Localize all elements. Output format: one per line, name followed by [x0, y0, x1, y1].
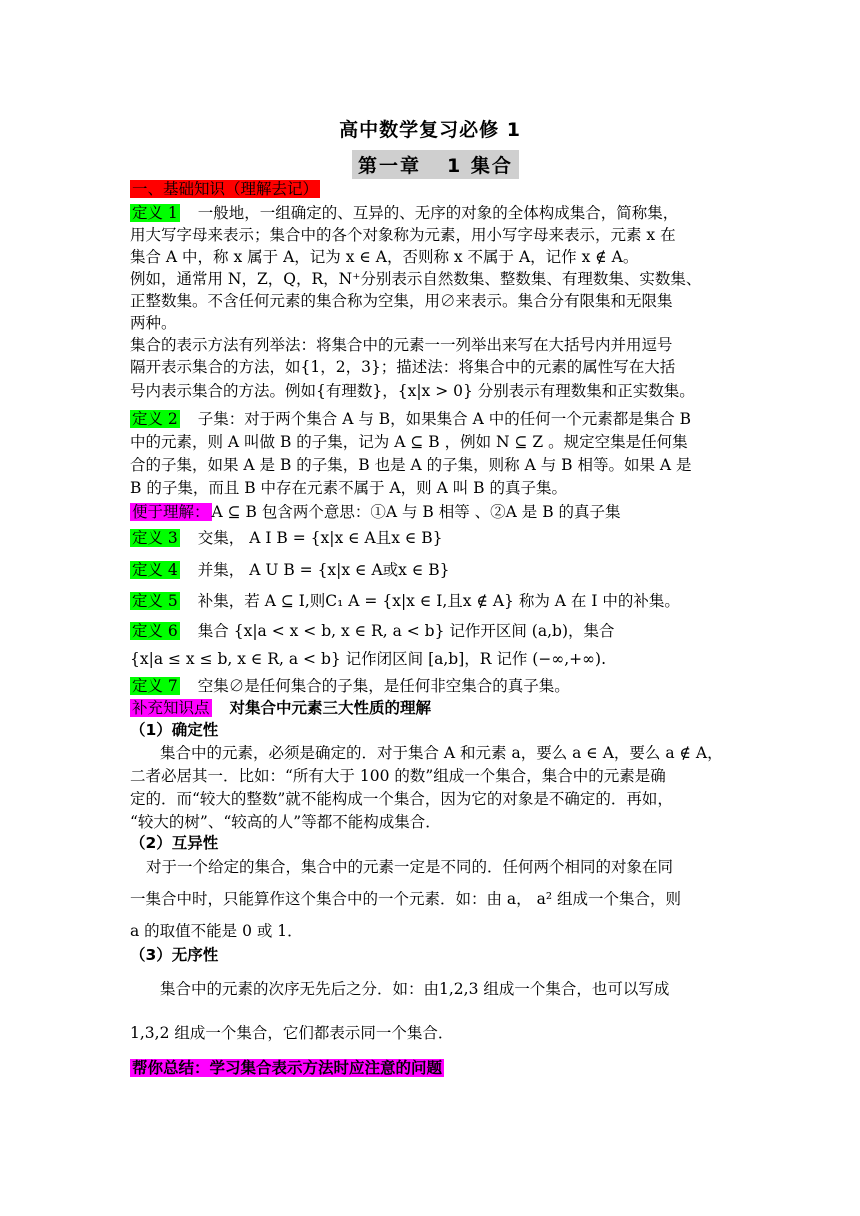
section-heading: 一、基础知识（理解去记）: [132, 180, 319, 198]
understand-line: [130, 501, 740, 523]
p1-line3: 定的．而“较大的整数”就不能构成一个集合，因为它的对象是不确定的．再如，: [130, 790, 673, 808]
page-title: 高中数学复习必修 1: [339, 119, 521, 141]
def4-line: [130, 559, 740, 581]
p2-line1: 对于一个给定的集合，集合中的元素一定是不同的．任何两个相同的对象在同: [146, 858, 674, 876]
def2-line2: 中的元素，则 A 叫做 B 的子集，记为 A ⊆ B ，例如 N ⊆ Z 。规定空集是任何集: [130, 433, 688, 451]
def2-text1: 子集：对于两个集合 A 与 B，如果集合 A 中的任何一个元素都是集合 B: [197, 410, 692, 428]
p1-line2: 二者必居其一．比如：“所有大于 100 的数”组成一个集合，集合中的元素是确: [130, 767, 666, 785]
chapter-heading: [352, 150, 519, 179]
p3-heading: （3）无序性: [130, 946, 219, 964]
p2-line3: a 的取值不能是 0 或 1．: [130, 922, 303, 940]
def1-line7: 集合的表示方法有列举法：将集合中的元素一一列举出来写在大括号内并用逗号: [130, 336, 673, 354]
def1-line6: 两种。: [130, 314, 177, 332]
def1-line8: 隔开表示集合的方法，如{1，2，3}；描述法：将集合中的元素的属性写在大括: [130, 358, 676, 376]
p2-line2: 一集合中时，只能算作这个集合中的一个元素．如：由 a， a² 组成一个集合，则: [130, 890, 681, 908]
def2-line4: B 的子集，而且 B 中存在元素不属于 A，则 A 叫 B 的真子集。: [130, 479, 567, 497]
def3-text: 交集， A I B = {x|x ∈ A且x ∈ B}: [197, 529, 443, 547]
summary-heading: 帮你总结：学习集合表示方法时应注意的问题: [132, 1059, 443, 1077]
chapter-topic: 1 集合: [447, 155, 513, 177]
def1-line1: [130, 202, 740, 224]
chapter-number: 第一章: [358, 155, 422, 177]
def6-tag: 定义 6: [132, 622, 178, 640]
def6-text1: 集合 {x|a < x < b, x ∈ R, a < b} 记作开区间 (a,b)，集合: [197, 622, 615, 640]
understand-text: A ⊆ B 包含两个意思：①A 与 B 相等 、②A 是 B 的真子集: [211, 503, 621, 521]
def2-tag: 定义 2: [132, 410, 178, 428]
supp-line: [130, 697, 740, 719]
def7-tag: 定义 7: [132, 677, 178, 695]
def1-line2: 用大写字母来表示；集合中的各个对象称为元素，用小写字母来表示，元素 x 在: [130, 226, 676, 244]
p1-line1: 集合中的元素，必须是确定的．对于集合 A 和元素 a，要么 a ∈ A，要么 a ∉ A，: [160, 744, 723, 762]
def2-line1: [130, 408, 740, 430]
def2-line3: 合的子集，如果 A 是 B 的子集，B 也是 A 的子集，则称 A 与 B 相等。如果 A 是: [130, 456, 692, 474]
def7-line: [130, 675, 740, 697]
def5-line: [130, 590, 740, 612]
def1-tag: 定义 1: [132, 204, 178, 222]
p3-line1: 集合中的元素的次序无先后之分．如：由1,2,3 组成一个集合，也可以写成: [160, 980, 670, 998]
section-heading-line: [130, 178, 740, 200]
def5-tag: 定义 5: [132, 592, 178, 610]
def1-line9: 号内表示集合的方法。例如{有理数}，{x|x > 0} 分别表示有理数集和正实数集。: [130, 382, 695, 400]
p1-heading: （1）确定性: [130, 721, 219, 739]
def1-line5: 正整数集。不含任何元素的集合称为空集，用∅来表示。集合分有限集和无限集: [130, 292, 673, 310]
def1-line4: 例如，通常用 N，Z，Q，R，N⁺分别表示自然数集、整数集、有理数集、实数集、: [130, 270, 702, 288]
def5-text: 补集，若 A ⊆ I,则C₁ A = {x|x ∈ I,且x ∉ A} 称为 A 在 I 中的补集。: [197, 592, 680, 610]
p2-heading: （2）互异性: [130, 834, 219, 852]
def4-tag: 定义 4: [132, 561, 178, 579]
def1-text1: 一般地，一组确定的、互异的、无序的对象的全体构成集合，简称集，: [197, 204, 679, 222]
def4-text: 并集， A U B = {x|x ∈ A或x ∈ B}: [197, 561, 450, 579]
supp-tag: 补充知识点: [132, 699, 210, 717]
def3-line: [130, 527, 740, 549]
def6-line1: [130, 620, 740, 642]
def6-line2: {x|a ≤ x ≤ b, x ∈ R, a < b} 记作闭区间 [a,b]，R 记作 (−∞,+∞).: [130, 650, 607, 668]
def1-line3: 集合 A 中，称 x 属于 A，记为 x ∈ A，否则称 x 不属于 A，记作 x ∉ A。: [130, 248, 639, 266]
p3-line2: 1,3,2 组成一个集合，它们都表示同一个集合．: [130, 1024, 454, 1042]
def3-tag: 定义 3: [132, 529, 178, 547]
def7-text: 空集∅是任何集合的子集，是任何非空集合的真子集。: [197, 677, 570, 695]
summary-line: [130, 1057, 740, 1079]
supp-text: 对集合中元素三大性质的理解: [229, 699, 432, 717]
understand-tag: 便于理解：: [132, 503, 210, 521]
p1-line4: “较大的树”、“较高的人”等都不能构成集合．: [130, 813, 441, 831]
